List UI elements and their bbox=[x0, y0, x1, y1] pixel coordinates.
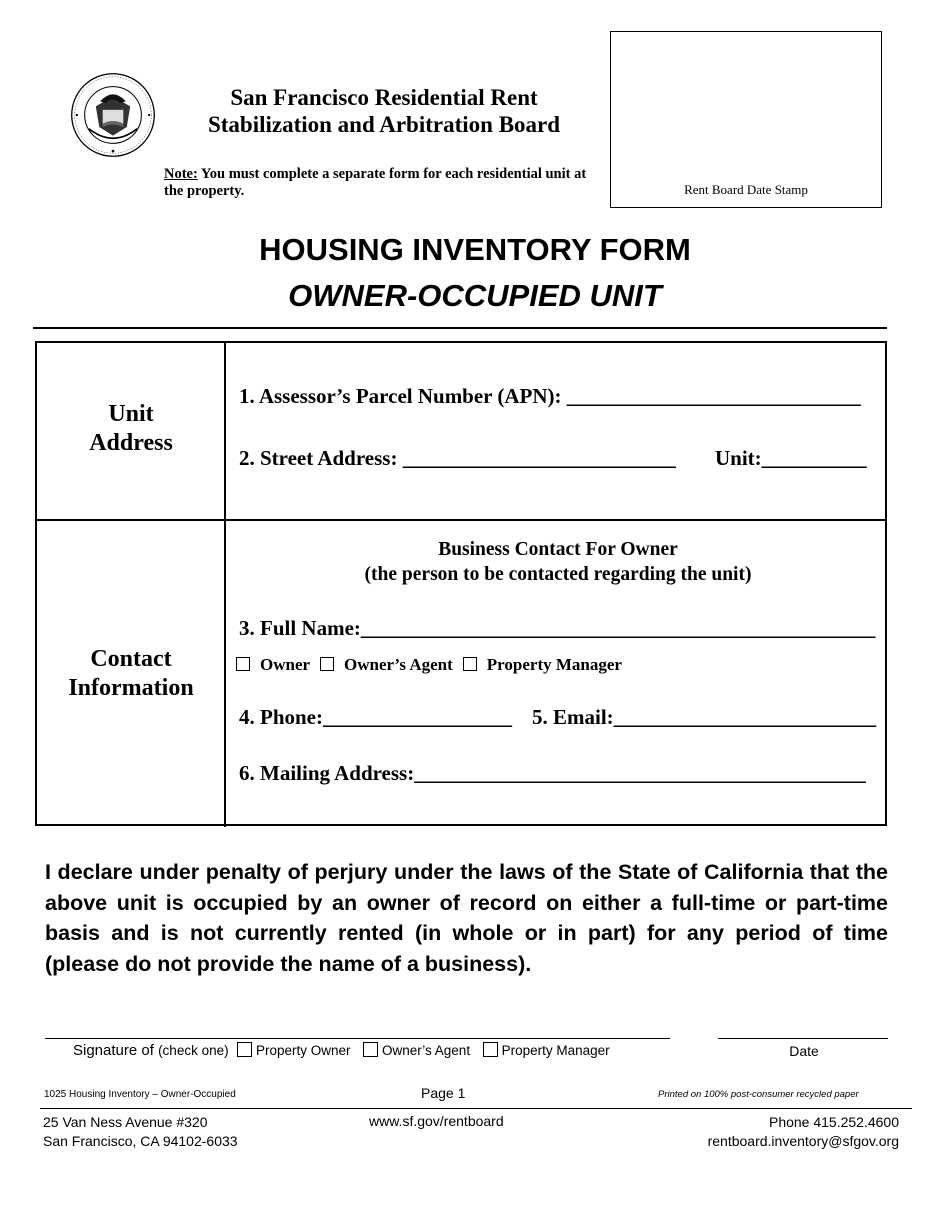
phone-number: Phone 415.252.4600 bbox=[768, 1114, 899, 1130]
contact-details bbox=[708, 1113, 899, 1151]
date-label: Date bbox=[789, 1043, 819, 1059]
page-number: Page 1 bbox=[421, 1085, 466, 1101]
contact-information-label: Contact Information bbox=[68, 646, 194, 701]
unit-address-label: Unit Address bbox=[89, 401, 173, 456]
form-subtitle: OWNER-OCCUPIED UNIT bbox=[288, 278, 662, 313]
recycled-paper-note: Printed on 100% post-consumer recycled paper bbox=[658, 1089, 859, 1100]
organization-name: San Francisco Residential Rent Stabilization and Arbitration Board bbox=[207, 85, 561, 137]
signature-label bbox=[73, 1042, 610, 1059]
business-contact-title: Business Contact For Owner bbox=[438, 539, 678, 560]
date-stamp-label: Rent Board Date Stamp bbox=[684, 182, 808, 197]
signature-of-text: Signature of bbox=[73, 1042, 159, 1059]
sig-property-owner-checkbox[interactable] bbox=[237, 1042, 252, 1057]
email-field[interactable]: 5. Email:_________________________ bbox=[532, 705, 877, 729]
street-address-field[interactable]: 2. Street Address: __________________________ bbox=[239, 446, 676, 470]
note-label: Note: bbox=[164, 166, 198, 182]
sig-property-owner-label: Property Owner bbox=[255, 1043, 351, 1058]
contact-email-link[interactable]: rentboard.inventory@sfgov.org bbox=[707, 1133, 899, 1149]
mailing-address-field[interactable]: 6. Mailing Address:___________________________________________ bbox=[239, 761, 866, 785]
website-link[interactable]: www.sf.gov/rentboard bbox=[369, 1113, 504, 1129]
office-address: 25 Van Ness Avenue #320 San Francisco, CA 94102-6033 bbox=[43, 1114, 238, 1149]
owners-agent-option-label: Owner’s Agent bbox=[344, 655, 453, 674]
note-body: You must complete a separate form for each residential unit at the property. bbox=[164, 166, 587, 199]
form-number: 1025 Housing Inventory – Owner-Occupied bbox=[44, 1089, 236, 1100]
contact-role-options bbox=[236, 655, 632, 675]
title-divider bbox=[33, 327, 887, 329]
date-stamp-box bbox=[610, 31, 882, 208]
phone-field[interactable]: 4. Phone:__________________ bbox=[239, 705, 512, 729]
form-title: HOUSING INVENTORY FORM bbox=[259, 232, 691, 267]
footer-divider bbox=[40, 1108, 912, 1109]
sig-property-manager-checkbox[interactable] bbox=[483, 1042, 498, 1057]
table-row-divider bbox=[35, 519, 887, 521]
sig-owners-agent-label: Owner’s Agent bbox=[382, 1043, 471, 1058]
date-line[interactable] bbox=[718, 1038, 888, 1039]
owners-agent-checkbox[interactable] bbox=[320, 657, 334, 671]
perjury-declaration: I declare under penalty of perjury under the laws of the State of California that the above unit is occupied by an owner of record on either a full-time or part-time basis and is not currently rented (in whole or in part) for any period of time (please do not provide the name of a business). bbox=[45, 860, 888, 976]
property-manager-option-label: Property Manager bbox=[486, 655, 622, 674]
note-text bbox=[164, 166, 604, 200]
property-manager-checkbox[interactable] bbox=[463, 657, 477, 671]
owner-checkbox[interactable] bbox=[236, 657, 250, 671]
sig-property-manager-label: Property Manager bbox=[501, 1043, 610, 1058]
city-seal-icon bbox=[70, 72, 156, 158]
signature-line[interactable] bbox=[45, 1038, 670, 1039]
apn-field[interactable]: 1. Assessor’s Parcel Number (APN): ____________________________ bbox=[239, 384, 861, 408]
business-contact-subtitle: (the person to be contacted regarding the unit) bbox=[364, 564, 752, 585]
unit-number-field[interactable]: Unit:__________ bbox=[715, 446, 867, 470]
check-one-text: (check one) bbox=[158, 1043, 229, 1058]
owner-option-label: Owner bbox=[260, 655, 311, 674]
sig-owners-agent-checkbox[interactable] bbox=[363, 1042, 378, 1057]
full-name-field[interactable]: 3. Full Name:_________________________________________________ bbox=[239, 616, 876, 640]
